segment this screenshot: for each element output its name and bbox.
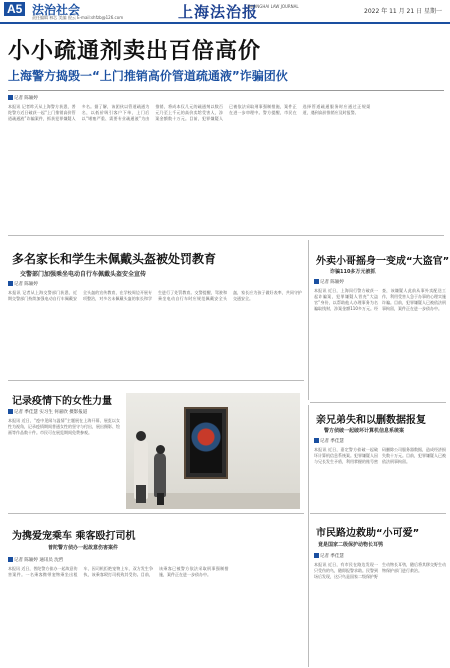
- article3-body: 本报讯 近日，上海闵行警方破获一起诈骗案，犯罪嫌疑人冒充“大盗官”身份，以帮助他人办理事务为名骗取钱财，涉案金额110多万元。经查，该嫌疑人此前从事外卖配送工作，利用受害人急于办事的心理实施诈骗。目前，犯罪嫌疑人已被依法刑事拘留，案件正在进一步侦办中。: [314, 288, 446, 311]
- section-divider-2: [8, 380, 304, 381]
- visitor-legs-2: [157, 493, 164, 505]
- article3-headline: 外卖小哥摇身一变成“大盗官”: [316, 256, 450, 267]
- visitor-head-1: [136, 431, 146, 441]
- article4-body: 本报讯 近日，“疫中见闻与温情”主题展在上海开幕，展览以女性为视角，记录疫情期间普通女性的坚守与付出，展出摄影、绘画等作品数十件。市民可在展览期间免费参观。: [8, 418, 120, 435]
- issue-date: 2022 年 11 月 21 日 星期一: [364, 8, 442, 15]
- article6-headline: 为携爱宠乘车 乘客殴打司机: [12, 531, 136, 542]
- article2-body: 本报讯 记者从上海交警部门获悉，近期交警部门持续加强电动自行车佩戴安全头盔的宣传教育，在学校周边开展专项整治，对多名未佩戴头盔的家长和学生进行了处罚教育。交警提醒，驾驶和乘坐电动自行车时应规范佩戴安全头盔，家长应为孩子做好表率，共同守护交通安全。: [8, 290, 302, 301]
- painting-artwork: [190, 413, 222, 473]
- header-rule: [0, 22, 450, 24]
- article2-headline: 多名家长和学生未佩戴头盔被处罚教育: [12, 252, 217, 266]
- article4-byline: 记者 季佳慧 实习生 何嘉欣 摄影报道: [8, 409, 87, 415]
- lead-byline: 记者 陈颖婷: [8, 95, 38, 101]
- byline-marker-icon: [8, 409, 13, 414]
- photo-floor: [126, 493, 300, 509]
- lead-divider: [8, 90, 444, 91]
- article3-subhead: 诈骗110多万元被抓: [330, 269, 376, 275]
- article3-byline: 记者 陈颖婷: [314, 279, 344, 285]
- byline-marker-icon: [314, 279, 319, 284]
- newspaper-logo: 上海法治报: [178, 3, 259, 21]
- column-divider: [308, 240, 309, 400]
- article2-byline: 记者 陈颖婷: [8, 281, 38, 287]
- exhibition-photo: [126, 393, 300, 509]
- editor-info: 责任编辑 林芯 美编 倪云 E-mail:shfzb@126.com: [32, 15, 124, 20]
- article5-headline: 亲兄弟失和以删数据报复: [316, 415, 426, 426]
- column-divider-lower: [308, 405, 309, 667]
- article6-byline: 记者 陈颖婷 通讯员 沈哲: [8, 557, 63, 563]
- visitor-figure-2: [154, 453, 166, 497]
- masthead: [0, 0, 450, 22]
- section-divider-5: [310, 513, 446, 514]
- lead-subhead: 上海警方捣毁一“上门推销高价管道疏通液”诈骗团伙: [8, 69, 288, 83]
- article6-subhead: 普陀警方侦办一起故意伤害案件: [48, 545, 119, 551]
- section-divider-4: [8, 513, 304, 514]
- section-divider-1: [8, 235, 444, 236]
- byline-marker-icon: [8, 95, 13, 100]
- byline-marker-icon: [8, 281, 13, 286]
- article7-byline: 记者 季佳慧: [314, 553, 344, 559]
- article4-headline: 记录疫情下的女性力量: [12, 396, 112, 407]
- article6-body: 本报讯 近日，普陀警方侦办一起故意伤害案件。一名乘客携带宠物乘坐出租车，因司机拒绝宠物上车，双方发生争执，该乘客殴打司机致其受伤。目前，该乘客已被警方依法采取刑事强制措施，案件正在进一步侦办中。: [8, 566, 229, 577]
- byline-marker-icon: [8, 557, 13, 562]
- article7-body: 本报讯 近日，有市民在路边发现一只受伤的鸟，随即报警求助。民警到场后发现，这只鸟是国家二级保护野生动物长耳鸮，随后将其移交野生动物保护部门进行救治。: [314, 562, 446, 579]
- newspaper-logo-sub: SHANGHAI LAW JOURNAL: [248, 4, 299, 9]
- visitor-legs-1: [136, 485, 146, 503]
- lead-body: 本报讯 记者昨天从上海警方获悉，普陀警方近日破获一起“上门推销高价管道疏通液”诈骗案件，抓获犯罪嫌疑人多名。据了解，该团伙以管道疏通为名，以低价吸引客户下单，上门后以“堵塞严重、需要专业疏通液”为由推销，将成本仅几元的疏通剂以数百元乃至上千元的高价卖给受害人，涉案金额数十万元。目前，犯罪嫌疑人已被依法采取刑事强制措施，案件正在进一步审理中。警方提醒，市民在选择管道疏通服务时应通过正规渠道，遇到高价推销应及时报警。: [8, 104, 371, 121]
- section-title: 法治社会: [32, 3, 81, 17]
- article2-subhead: 交警部门加强乘坐电动自行车佩戴头盔安全宣传: [20, 271, 147, 278]
- article5-byline: 记者 季佳慧: [314, 438, 344, 444]
- article5-subhead: 警方侦破一起破坏计算机信息系统案: [324, 428, 405, 434]
- byline-marker-icon: [314, 438, 319, 443]
- article7-subhead: 竟是国家二级保护动物长耳鸮: [318, 542, 384, 548]
- byline-marker-icon: [314, 553, 319, 558]
- section-divider-3: [310, 402, 446, 403]
- page-number: A5: [4, 2, 25, 16]
- article7-headline: 市民路边救助“小可爱”: [316, 528, 420, 539]
- visitor-head-2: [156, 445, 165, 454]
- article5-body: 本报讯 近日，嘉定警方侦破一起破坏计算机信息系统案。犯罪嫌疑人因与兄长发生矛盾，利用掌握的账号密码删除公司服务器数据，造成经济损失数十万元。目前，犯罪嫌疑人已被依法刑事拘留。: [314, 447, 446, 464]
- lead-headline: 小小疏通剂卖出百倍高价: [8, 39, 262, 64]
